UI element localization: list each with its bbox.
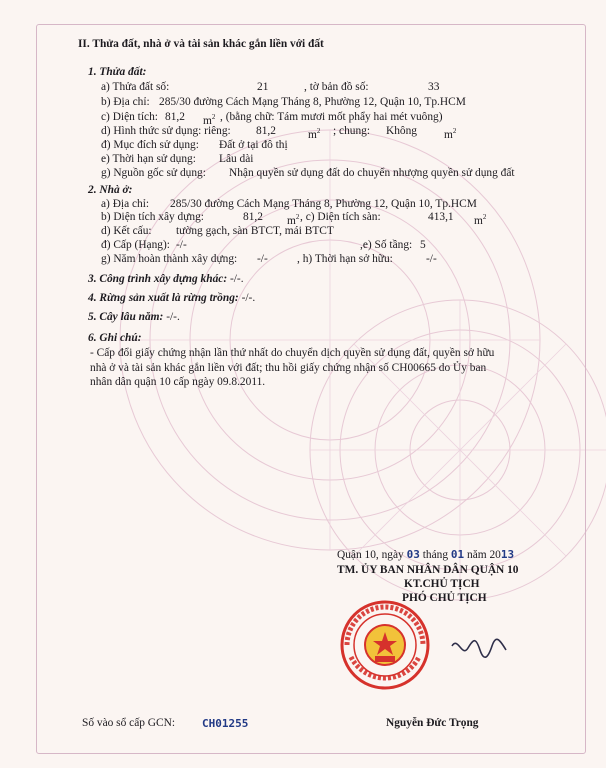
house-heading: 2. Nhà ở: — [88, 184, 133, 196]
house-completed-value: -/- — [257, 253, 268, 265]
land-parcel-value: 21 — [257, 81, 269, 93]
official-seal — [339, 599, 431, 691]
house-ownership-term-label: , h) Thời hạn sở hữu: — [297, 253, 393, 265]
issuing-authority: TM. ỦY BAN NHÂN DÂN QUẬN 10 — [337, 564, 519, 576]
house-completed-label: g) Năm hoàn thành xây dựng: — [101, 253, 238, 265]
land-area-unit: $m^2$ — [203, 113, 216, 127]
house-address-label: a) Địa chỉ: — [101, 198, 150, 210]
section-title: II. Thửa đất, nhà ở và tài sản khác gắn liền với đất — [78, 38, 324, 50]
land-term-value: Lâu dài — [219, 153, 254, 165]
signature-scribble — [450, 628, 510, 668]
house-address-value: 285/30 đường Cách Mạng Tháng 8, Phường 12, Quận 10, Tp.HCM — [170, 198, 477, 210]
house-build-area-unit: $m^2$ — [287, 213, 300, 227]
land-usage-private-unit: $m^2$ — [308, 127, 321, 141]
house-floor-area-unit: $m^2$ — [474, 213, 487, 227]
house-build-area-label: b) Diện tích xây dựng: — [101, 211, 204, 223]
house-build-area-value: 81,2 — [243, 211, 263, 223]
land-address-label: b) Địa chỉ: — [101, 96, 150, 108]
land-usage-shared-label: ; chung: — [333, 125, 371, 137]
planted-forest: 4. Rừng sản xuất là rừng trồng: -/-. — [88, 292, 256, 304]
land-usage-private-value: 81,2 — [256, 125, 276, 137]
land-area-label: c) Diện tích: — [101, 111, 158, 123]
other-construction: 3. Công trình xây dựng khác: -/-. — [88, 273, 244, 285]
land-area-value: 81,2 — [165, 111, 185, 123]
notes-line: - Cấp đổi giấy chứng nhận lần thứ nhất do chuyển dịch quyền sử dụng đất, quyền sở hữu — [90, 347, 495, 359]
house-floor-area-value: 413,1 — [428, 211, 454, 223]
land-address-value: 285/30 đường Cách Mạng Tháng 8, Phường 12, Quận 10, Tp.HCM — [159, 96, 466, 108]
land-origin-value: Nhận quyền sử dụng đất do chuyển nhượng quyền sử dụng đất — [229, 167, 515, 179]
land-usage-shared-unit: $m^2$ — [444, 127, 457, 141]
register-label: Số vào sổ cấp GCN: — [82, 717, 176, 729]
house-grade-label: đ) Cấp (Hạng): — [101, 239, 170, 251]
notes-line: nhà ở và tài sản khác gắn liền với đất; thu hồi giấy chứng nhận số CH00665 do Ủy ban — [90, 362, 487, 374]
house-floors-label: ,e) Số tầng: — [360, 239, 413, 251]
land-heading: 1. Thửa đất: — [88, 66, 147, 78]
land-area-words: , (bằng chữ: Tám mươi mốt phẩy hai mét vuông) — [220, 111, 443, 123]
house-grade-value: -/- — [176, 239, 187, 251]
signing-date: Quận 10, ngày 03 tháng 01 năm 2013 — [337, 548, 515, 561]
land-purpose-label: đ) Mục đích sử dụng: — [101, 139, 199, 151]
land-origin-label: g) Nguồn gốc sử dụng: — [101, 167, 206, 179]
land-parcel-label: a) Thửa đất số: — [101, 81, 170, 93]
house-ownership-term-value: -/- — [426, 253, 437, 265]
notes-heading: 6. Ghi chú: — [88, 332, 142, 344]
register-number: CH01255 — [202, 717, 249, 730]
land-term-label: e) Thời hạn sử dụng: — [101, 153, 196, 165]
house-structure-value: tường gạch, sàn BTCT, mái BTCT — [176, 225, 334, 237]
perennial-trees: 5. Cây lâu năm: -/-. — [88, 311, 180, 323]
signer-name: Nguyễn Đức Trọng — [386, 717, 479, 729]
house-floor-area-label: , c) Diện tích sàn: — [300, 211, 381, 223]
land-map-value: 33 — [428, 81, 440, 93]
vice-chairman-title: PHÓ CHỦ TỊCH — [402, 592, 487, 604]
land-usage-form-label: d) Hình thức sử dụng: riêng: — [101, 125, 231, 137]
house-structure-label: d) Kết cấu: — [101, 225, 152, 237]
land-purpose-value: Đất ở tại đô thị — [219, 139, 288, 151]
land-map-label: , tờ bản đồ số: — [304, 81, 369, 93]
land-usage-shared-value: Không — [386, 125, 418, 137]
notes-line: nhân dân quận 10 cấp ngày 09.8.2011. — [90, 376, 266, 388]
house-floors-value: 5 — [420, 239, 426, 251]
on-behalf-of-chairman: KT.CHỦ TỊCH — [404, 578, 480, 590]
